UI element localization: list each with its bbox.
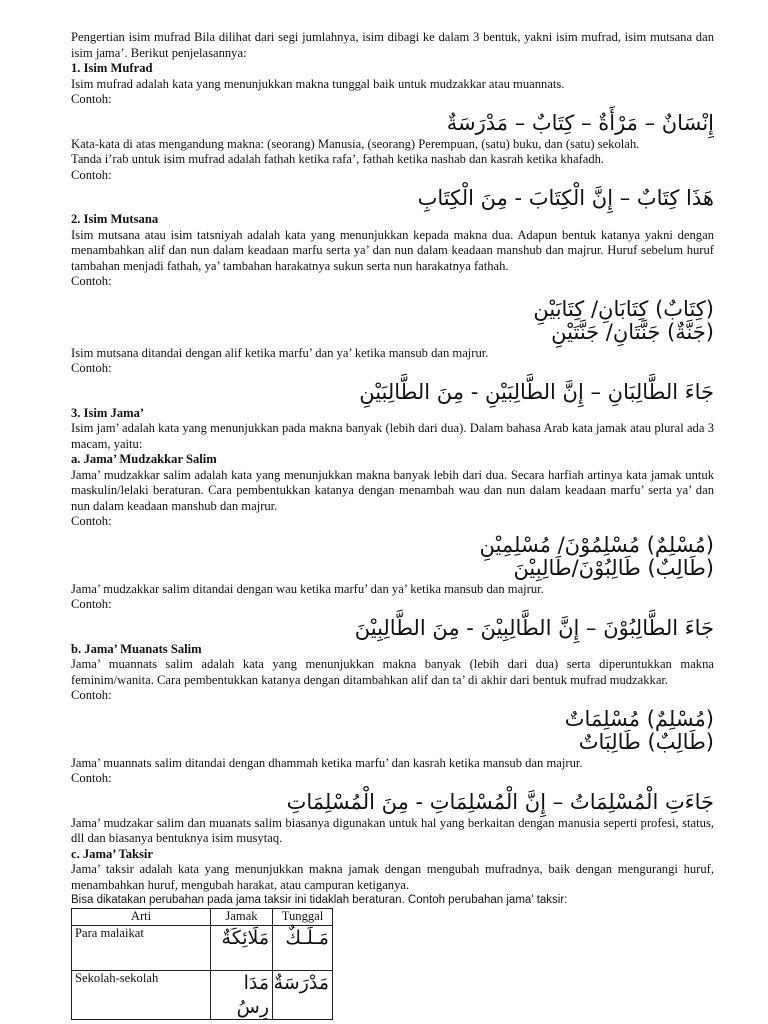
arabic-example: (مُسْلِمٌ) مُسْلِمَاتٌ (564, 706, 714, 731)
jama-taksir-table (71, 908, 333, 1020)
definition-paragraph: Jama’ taksir adalah kata yang menunjukkan makna jamak dengan mengubah mufradnya, baik dengan mengurangi huruf, menambahkan huruf, mengubah harakat, atau campuran ketiganya. (71, 862, 714, 892)
section-heading-isim-mutsana: 2. Isim Mutsana (71, 212, 159, 226)
arabic-example: جَاءَ الطَّالِبُوْنَ – إِنَّ الطَّالِبِيْنَ - مِنَ الطَّالِبِيْنَ (354, 615, 714, 640)
section-heading-isim-jama: 3. Isim Jama’ (71, 405, 145, 420)
arabic-example: (كِتَابٌ) كِتَابَانِ/ كِتَابَيْنِ (533, 296, 714, 321)
contoh-label: Contoh: (71, 361, 112, 375)
cell-jamak: مَدَارِسُ (211, 970, 273, 1019)
subsection-heading-muanats-salim: b. Jama’ Muanats Salim (71, 641, 202, 656)
cell-arti: Para malaikat (72, 925, 211, 970)
note-paragraph: Jama’ mudzakar salim dan muanats salim biasanya digunakan untuk hal yang berkaitan dengan manusia seperti profesi, status, dll dan biasanya bentuknya isim musytaq. (71, 815, 714, 845)
cell-jamak: مَلَائِكَةٌ (211, 925, 273, 970)
arabic-example: (جَنَّةٌ) جَنَّتَانِ/ جَنَّتَيْنِ (551, 319, 714, 344)
column-header: Jamak (211, 909, 273, 926)
irab-paragraph: Tanda i’rab untuk isim mufrad adalah fathah ketika rafa’, fathah ketika nashab dan kasrah ketika khafadh. (71, 152, 605, 166)
arabic-example: هَذَا كِتَابٌ – إِنَّ الْكِتَابَ - مِنَ الْكِتَابِ (417, 186, 714, 210)
arabic-example: إِنْسَانٌ – مَرْأَةٌ – كِتَابٌ – مَدْرَسَةٌ (446, 110, 714, 135)
contoh-label: Contoh: (71, 92, 112, 106)
note-paragraph: Bisa dikatakan perubahan pada jama taksir ini tidaklah beraturan. Contoh perubahan jama' taksir: (71, 894, 568, 906)
column-header: Tunggal (273, 909, 333, 926)
table-row (72, 925, 333, 970)
subsection-heading-jama-taksir: c. Jama’ Taksir (71, 846, 153, 861)
column-header: Arti (72, 909, 211, 926)
arabic-example: (طَالِبٌ) طَالِبَاتٌ (578, 729, 714, 754)
meaning-paragraph: Kata-kata di atas mengandung makna: (seorang) Manusia, (seorang) Perempuan, (satu) buku, dan (satu) sekolah. (71, 136, 640, 151)
arabic-example: جَاءَ الطَّالِبَانِ – إِنَّ الطَّالِبَيْنِ - مِنَ الطَّالِبَيْنِ (359, 379, 714, 404)
contoh-label: Contoh: (71, 274, 112, 288)
contoh-label: Contoh: (71, 167, 112, 182)
contoh-label: Contoh: (71, 597, 112, 611)
definition-paragraph: Isim mufrad adalah kata yang menunjukkan makna tunggal baik untuk mudzakkar atau muannats. (71, 76, 565, 91)
contoh-label: Contoh: (71, 688, 112, 702)
table-row (72, 970, 333, 1019)
irab-paragraph: Jama’ mudzakkar salim ditandai dengan wau ketika marfu’ dan ya’ ketika mansub dan majrur. (71, 581, 544, 596)
arabic-example: (مُسْلِمٌ) مُسْلِمُوْنَ/ مُسْلِمِيْنِ (479, 532, 714, 557)
section-heading-isim-mufrad: 1. Isim Mufrad (71, 61, 153, 75)
intro-paragraph: Pengertian isim mufrad Bila dilihat dari segi jumlahnya, isim dibagi ke dalam 3 bentuk, yakni isim mufrad, isim mutsana dan isim jama’. Berikut penjelasannya: (71, 30, 714, 60)
definition-paragraph: Isim mutsana atau isim tatsniyah adalah kata yang menunjukkan kepada makna dua. Adapun bentuk katanya yakni dengan menambahkan alif dan nun dalam keadaan marfu serta ya’ dan nun dalam keadaan manshub dan majrur. Huruf sebelum huruf tambahan menjadi fathah, ya’ tambahan harakatnya sukun serta nun harakatnya fathah. (71, 227, 714, 273)
contoh-label: Contoh: (71, 514, 112, 528)
subsection-heading-mudzakkar-salim: a. Jama’ Mudzakkar Salim (71, 452, 217, 466)
arabic-example: (طَالِبٌ) طَالِبُوْنَ/طَالِبِيْنَ (513, 555, 714, 580)
definition-paragraph: Jama’ mudzakkar salim adalah kata yang menunjukkan makna banyak lebih dari dua. Secara harfiah artinya kata jamak untuk maskulin/lelaki beraturan. Cara pembentukkan katanya dengan menambah wau dan nun dalam keadaan marfu’ serta ya’ dan nun dalam keadaan manshub dan majrur. (71, 467, 714, 513)
arabic-example: جَاءَتِ الْمُسْلِمَاتُ – إِنَّ الْمُسْلِمَاتِ - مِنَ الْمُسْلِمَاتِ (286, 789, 714, 814)
cell-tunggal: مَدْرَسَةٌ (273, 970, 333, 1019)
cell-arti: Sekolah-sekolah (72, 970, 211, 1019)
cell-tunggal: مَـلَـكٌ (273, 925, 333, 970)
table-header-row (72, 909, 333, 926)
document-page (71, 30, 714, 1020)
irab-paragraph: Jama’ muannats salim ditandai dengan dhammah ketika marfu’ dan kasrah ketika mansub dan majrur. (71, 755, 583, 770)
irab-paragraph: Isim mutsana ditandai dengan alif ketika marfu’ dan ya’ ketika mansub dan majrur. (71, 345, 489, 360)
contoh-label: Contoh: (71, 771, 112, 785)
definition-paragraph: Isim jam’ adalah kata yang menunjukkan pada makna banyak (lebih dari dua). Dalam bahasa Arab kata jamak atau plural ada 3 macam, yaitu: (71, 421, 714, 451)
definition-paragraph: Jama’ muannats salim adalah kata yang menunjukkan makna banyak (lebih dari dua) serta diperuntukkan makna feminim/wanita. Cara pembentukkan katanya dengan ditambahkan alif dan ta’ di akhir dari bentuk mufrad mudzakkar. (71, 657, 714, 687)
